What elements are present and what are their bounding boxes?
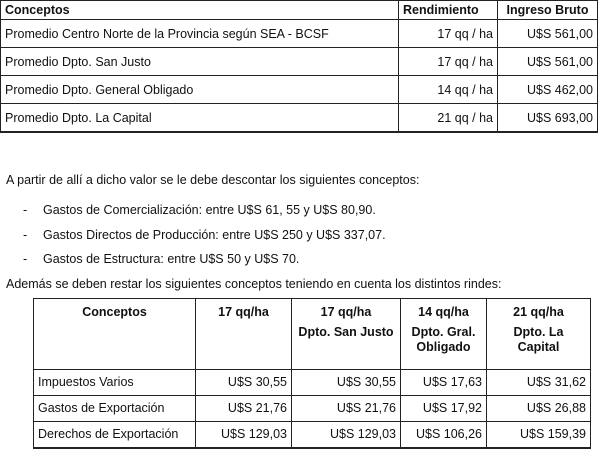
row-value: U$S 30,55 (292, 370, 401, 396)
row-rendimiento: 17 qq / ha (399, 48, 498, 76)
row-ingreso: U$S 561,00 (498, 20, 598, 48)
table-row (1, 76, 598, 104)
row-value: U$S 106,26 (401, 422, 487, 449)
row-value: U$S 26,88 (487, 396, 591, 422)
yield-income-table (0, 0, 598, 133)
row-concepto: Promedio Dpto. San Justo (1, 48, 399, 76)
row-rendimiento: 17 qq / ha (399, 20, 498, 48)
header-dept: Dpto. Gral. Obligado (411, 325, 476, 354)
bullet-text: Gastos de Comercialización: entre U$S 61, 55 y U$S 80,90. (43, 203, 376, 217)
header-yield: 17 qq/ha (218, 305, 269, 319)
table-row (1, 20, 598, 48)
row-concepto: Promedio Dpto. La Capital (1, 104, 399, 133)
header-ingreso-bruto: Ingreso Bruto (498, 1, 598, 20)
header-column (401, 299, 487, 370)
row-concepto: Impuestos Varios (34, 370, 196, 396)
row-value: U$S 159,39 (487, 422, 591, 449)
table-header-row (34, 299, 591, 370)
table-row (1, 48, 598, 76)
bullet-dash: - (23, 203, 28, 217)
row-value: U$S 129,03 (196, 422, 292, 449)
bullet-item (23, 203, 376, 217)
table-row (1, 104, 598, 133)
header-column (487, 299, 591, 370)
header-yield: 14 qq/ha (418, 305, 469, 319)
row-value: U$S 17,63 (401, 370, 487, 396)
bullet-dash: - (23, 228, 28, 242)
row-value: U$S 21,76 (292, 396, 401, 422)
row-value: U$S 17,92 (401, 396, 487, 422)
table-row (34, 422, 591, 449)
row-value: U$S 21,76 (196, 396, 292, 422)
row-value: U$S 129,03 (292, 422, 401, 449)
row-concepto: Promedio Dpto. General Obligado (1, 76, 399, 104)
row-concepto: Derechos de Exportación (34, 422, 196, 449)
header-dept: Dpto. San Justo (298, 325, 394, 339)
bullet-text: Gastos de Estructura: entre U$S 50 y U$S 70. (43, 252, 300, 266)
second-paragraph: Además se deben restar los siguientes conceptos teniendo en cuenta los distintos rindes: (6, 277, 502, 291)
header-rendimiento: Rendimiento (399, 1, 498, 20)
row-value: U$S 31,62 (487, 370, 591, 396)
row-concepto: Gastos de Exportación (34, 396, 196, 422)
row-ingreso: U$S 693,00 (498, 104, 598, 133)
deductions-table (33, 298, 591, 449)
row-concepto: Promedio Centro Norte de la Provincia según SEA - BCSF (1, 20, 399, 48)
table-row (34, 396, 591, 422)
table-header-row (1, 1, 598, 20)
header-column (196, 299, 292, 370)
header-yield: 21 qq/ha (513, 305, 564, 319)
bullet-dash: - (23, 252, 28, 266)
header-conceptos: Conceptos (1, 1, 399, 20)
row-rendimiento: 21 qq / ha (399, 104, 498, 133)
row-ingreso: U$S 462,00 (498, 76, 598, 104)
header-yield: 17 qq/ha (320, 305, 372, 319)
row-rendimiento: 14 qq / ha (399, 76, 498, 104)
row-value: U$S 30,55 (196, 370, 292, 396)
header-dept: Dpto. La Capital (513, 325, 564, 354)
header-conceptos: Conceptos (34, 299, 196, 370)
intro-paragraph: A partir de allí a dicho valor se le debe descontar los siguientes conceptos: (6, 173, 420, 187)
bullet-item (23, 252, 299, 266)
table-row (34, 370, 591, 396)
header-column (292, 299, 401, 370)
bullet-item (23, 228, 386, 242)
bullet-text: Gastos Directos de Producción: entre U$S 250 y U$S 337,07. (43, 228, 386, 242)
row-ingreso: U$S 561,00 (498, 48, 598, 76)
